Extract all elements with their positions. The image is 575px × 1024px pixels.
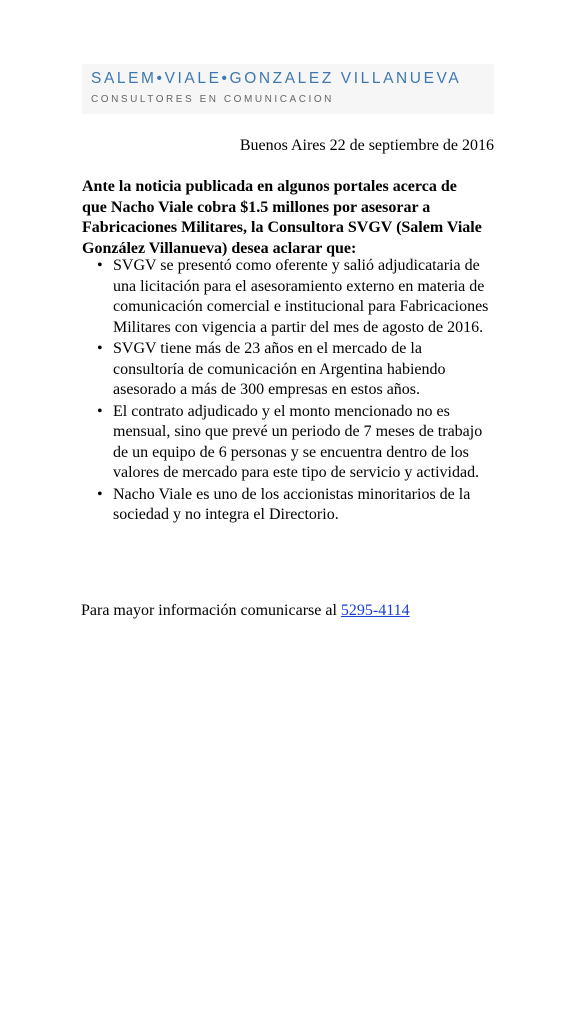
date-line: Buenos Aires 22 de septiembre de 2016 bbox=[239, 137, 494, 154]
point-text: Nacho Viale es uno de los accionistas minoritarios de la sociedad y no integra el Directorio. bbox=[113, 485, 471, 523]
list-item bbox=[97, 402, 497, 484]
bullet-icon: • bbox=[97, 485, 103, 503]
list-item bbox=[97, 256, 497, 338]
letterhead-logo bbox=[82, 64, 494, 114]
bullet-icon: • bbox=[97, 402, 103, 420]
list-item bbox=[97, 339, 497, 401]
point-text: SVGV se presentó como oferente y salió adjudicataria de una licitación para el asesoramiento externo en materia de comunicación comercial e institucional para Fabricaciones Militares con vigencia a partir del mes de agosto de 2016. bbox=[113, 257, 489, 336]
bullet-icon: • bbox=[97, 257, 103, 274]
contact-line bbox=[81, 601, 410, 621]
contact-text: Para mayor información comunicarse al bbox=[81, 602, 337, 619]
point-text: SVGV tiene más de 23 años en el mercado de la consultoría de comunicación en Argentina habiendo asesorado a más de 300 empresas en estos años. bbox=[113, 340, 446, 398]
company-tagline: CONSULTORES EN COMUNICACION bbox=[91, 94, 334, 105]
company-name: SALEM•VIALE•GONZALEZ VILLANUEVA bbox=[91, 70, 462, 87]
phone-link[interactable]: 5295-4114 bbox=[340, 602, 410, 619]
list-item bbox=[97, 485, 497, 526]
statement-points bbox=[97, 256, 497, 527]
point-text: El contrato adjudicado y el monto mencionado no es mensual, sino que prevé un periodo de 7 meses de trabajo de un equipo de 6 personas y se encuentra dentro de los valores de mercado para este tipo de servicio y actividad. bbox=[113, 402, 483, 481]
bullet-icon: • bbox=[97, 340, 103, 357]
intro-paragraph: Ante la noticia publicada en algunos portales acerca de que Nacho Viale cobra $1.5 millones por asesorar a Fabricaciones Militares, la Consultora SVGV (Salem Viale González Villanueva) desea aclarar que: bbox=[82, 178, 482, 257]
